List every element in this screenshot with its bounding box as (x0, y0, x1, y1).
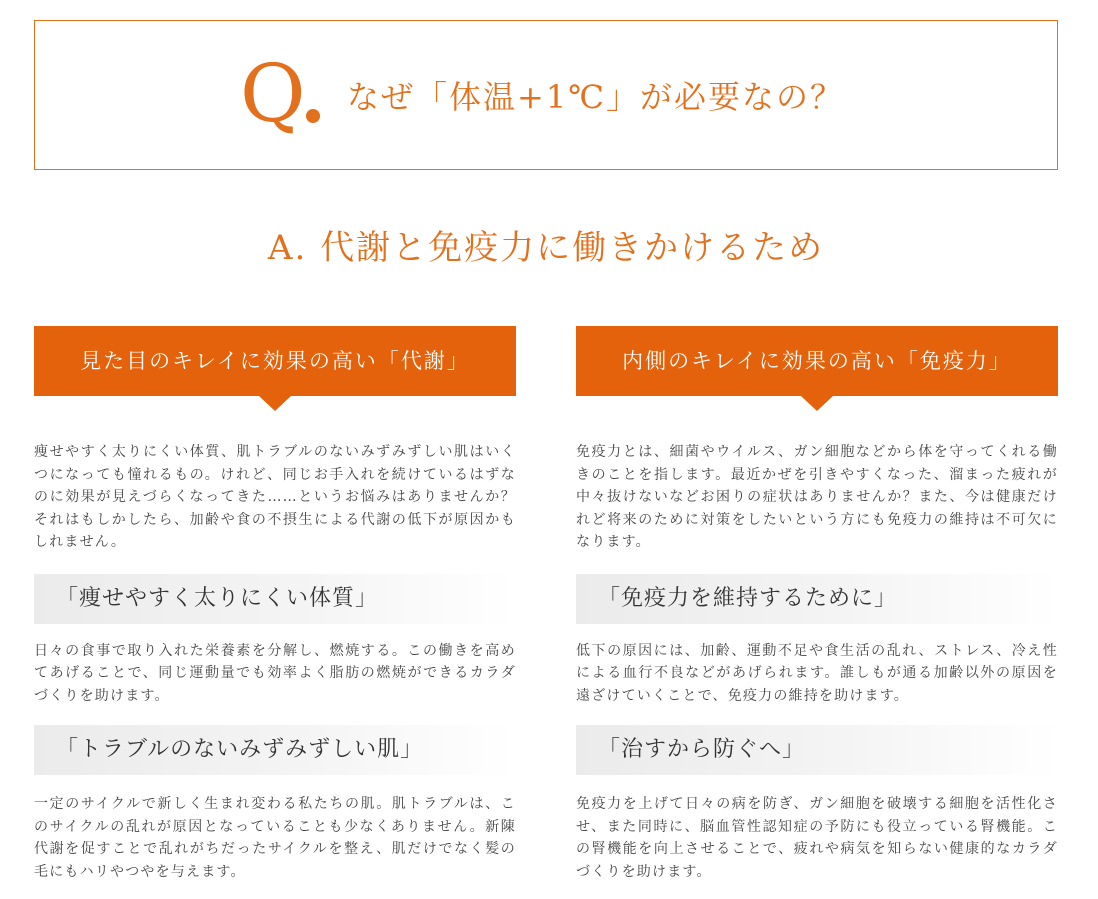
answer-heading: A. 代謝と免疫力に働きかけるため (267, 228, 825, 268)
immunity-intro: 免疫力とは、細菌やウイルス、ガン細胞などから体を守ってくれる働きのことを指します。最近かぜを引きやすくなった、溜まった疲れが中々抜けないなどお困りの症状はありませんか？また、今は健康だけれど将来のために対策をしたいという方にも免疫力の維持は不可欠になります。 (576, 444, 1058, 550)
immunity-column (576, 326, 1058, 883)
metabolism-body-2: 一定のサイクルで新しく生まれ変わる私たちの肌。肌トラブルは、このサイクルの乱れが原因となっていることも少なくありません。新陳代謝を促すことで乱れがちだったサイクルを整え、肌だけでなく髪の毛にもハリやつやを与えます。 (34, 796, 516, 880)
metabolism-column (34, 326, 516, 883)
metabolism-subheading-2: 「トラブルのないみずみずしい肌」 (34, 725, 516, 775)
immunity-body-1: 低下の原因には、加齢、運動不足や食生活の乱れ、ストレス、冷え性による血行不良などがあげられます。誰しもが通る加齢以外の原因を遠ざけていくことで、免疫力の維持を助けます。 (576, 642, 1058, 704)
metabolism-intro: 痩せやすく太りにくい体質、肌トラブルのないみずみずしい肌はいくつになっても憧れるもの。けれど、同じお手入れを続けているはずなのに効果が見えづらくなってきた……というお悩みはありませんか？それはもしかしたら、加齢や食の不摂生による代謝の低下が原因かもしれません。 (34, 444, 516, 550)
immunity-banner (576, 326, 1058, 396)
question-text: なぜ「体温+1℃」が必要なの？ (347, 78, 844, 116)
immunity-subheading-2: 「治すから防ぐへ」 (576, 725, 1058, 775)
immunity-subheading-1: 「免疫力を維持するために」 (576, 574, 1058, 624)
metabolism-body-1: 日々の食事で取り入れた栄養素を分解し、燃焼する。この働きを高めてあげることで、同じ運動量でも効率よく脂肪の燃焼ができるカラダづくりを助けます。 (34, 642, 516, 704)
banner-arrow-icon (259, 396, 291, 411)
immunity-banner-label: 内側のキレイに効果の高い「免疫力」 (622, 349, 1012, 373)
banner-arrow-icon (801, 396, 833, 411)
metabolism-banner (34, 326, 516, 396)
metabolism-banner-label: 見た目のキレイに効果の高い「代謝」 (80, 349, 470, 373)
question-mark-dot (306, 109, 320, 123)
metabolism-subheading-1: 「痩せやすく太りにくい体質」 (34, 574, 516, 624)
question-box (34, 20, 1058, 170)
immunity-body-2: 免疫力を上げて日々の病を防ぎ、ガン細胞を破壊する細胞を活性化させ、また同時に、脳血管性認知症の予防にも役立っている腎機能。この腎機能を向上させることで、疲れや病気を知らない健康的なカラダづくりを助けます。 (576, 796, 1058, 880)
question-mark-letter: Q (240, 47, 306, 140)
